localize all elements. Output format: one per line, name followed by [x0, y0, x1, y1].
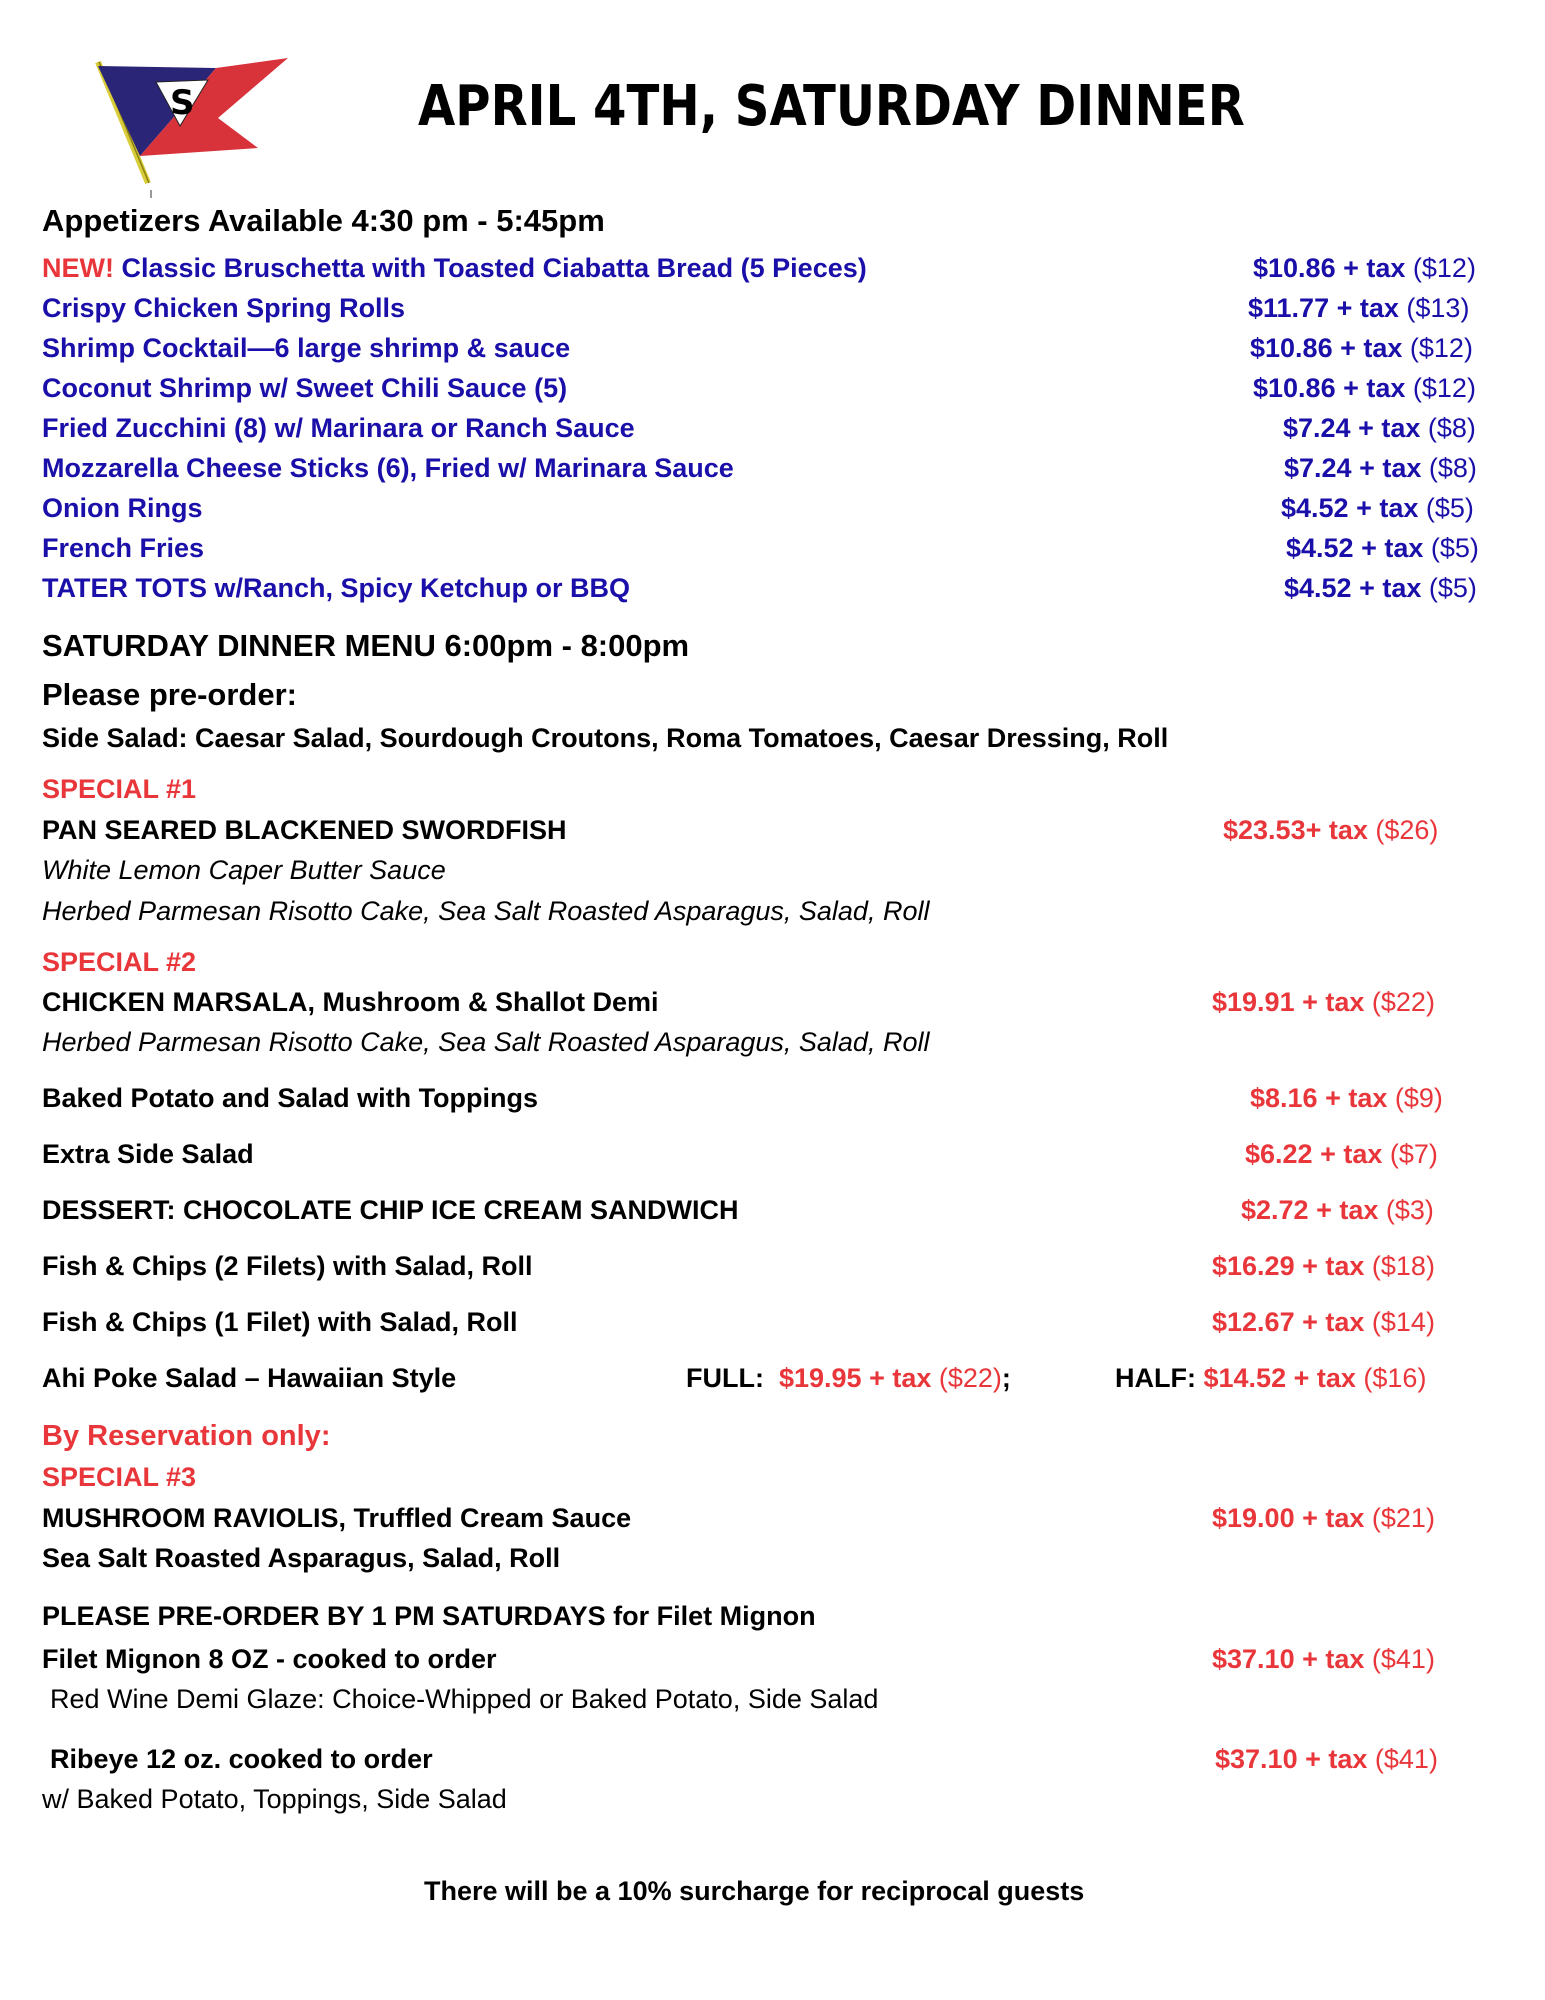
special-3-label: SPECIAL #3 [42, 1462, 197, 1492]
list-item: French Fries [42, 533, 205, 563]
poke-full-price: FULL: $19.95 + tax ($22); [686, 1363, 1011, 1393]
filet-preorder-note: PLEASE PRE-ORDER BY 1 PM SATURDAYS for Filet Mignon [42, 1601, 816, 1631]
special-1-name: PAN SEARED BLACKENED SWORDFISH [42, 815, 567, 845]
special-1-price: $23.53+ tax ($26) [1223, 815, 1439, 845]
special-3-name: MUSHROOM RAVIOLIS, Truffled Cream Sauce [42, 1503, 632, 1533]
item-price: $10.86 + tax ($12) [1253, 373, 1476, 403]
list-item: Mozzarella Cheese Sticks (6), Fried w/ Marinara Sauce [42, 453, 734, 483]
filet-price: $37.10 + tax ($41) [1212, 1644, 1435, 1674]
special-2-price: $19.91 + tax ($22) [1212, 987, 1435, 1017]
item-price: $7.24 + tax ($8) [1283, 413, 1476, 443]
item-price: $4.52 + tax ($5) [1281, 493, 1474, 523]
list-item: Fish & Chips (2 Filets) with Salad, Roll [42, 1251, 533, 1281]
ribeye-desc: w/ Baked Potato, Toppings, Side Salad [42, 1784, 507, 1814]
item-price: $4.52 + tax ($5) [1286, 533, 1479, 563]
item-price: $11.77 + tax ($13) [1248, 293, 1470, 323]
preorder-heading: Please pre-order: [42, 677, 297, 712]
footer-note: There will be a 10% surcharge for reciprocal guests [424, 1876, 1085, 1906]
list-item: Fish & Chips (1 Filet) with Salad, Roll [42, 1307, 518, 1337]
item-price: $10.86 + tax ($12) [1253, 253, 1476, 283]
item-price: $10.86 + tax ($12) [1250, 333, 1473, 363]
item-price: $12.67 + tax ($14) [1212, 1307, 1435, 1337]
list-item [42, 253, 867, 284]
appetizers-heading: Appetizers Available 4:30 pm - 5:45pm [42, 203, 605, 238]
list-item: DESSERT: CHOCOLATE CHIP ICE CREAM SANDWICH [42, 1195, 739, 1225]
special-1-label: SPECIAL #1 [42, 774, 197, 804]
page-title: APRIL 4TH, SATURDAY DINNER [418, 74, 1245, 139]
special-2-desc: Herbed Parmesan Risotto Cake, Sea Salt Roasted Asparagus, Salad, Roll [42, 1027, 930, 1057]
list-item: Shrimp Cocktail—6 large shrimp & sauce [42, 333, 571, 363]
item-price: $16.29 + tax ($18) [1212, 1251, 1435, 1281]
side-salad-note: Side Salad: Caesar Salad, Sourdough Croutons, Roma Tomatoes, Caesar Dressing, Roll [42, 723, 1169, 753]
dinner-heading: SATURDAY DINNER MENU 6:00pm - 8:00pm [42, 628, 690, 663]
list-item: TATER TOTS w/Ranch, Spicy Ketchup or BBQ [42, 573, 631, 603]
special-1-desc-2: Herbed Parmesan Risotto Cake, Sea Salt Roasted Asparagus, Salad, Roll [42, 896, 930, 926]
reservation-heading: By Reservation only: [42, 1420, 331, 1452]
list-item: Baked Potato and Salad with Toppings [42, 1083, 539, 1113]
ribeye-name: Ribeye 12 oz. cooked to order [50, 1744, 433, 1774]
list-item: Fried Zucchini (8) w/ Marinara or Ranch Sauce [42, 413, 635, 443]
ribeye-price: $37.10 + tax ($41) [1215, 1744, 1438, 1774]
item-price: $8.16 + tax ($9) [1250, 1083, 1443, 1113]
list-item: Coconut Shrimp w/ Sweet Chili Sauce (5) [42, 373, 568, 403]
special-3-price: $19.00 + tax ($21) [1212, 1503, 1435, 1533]
filet-desc: Red Wine Demi Glaze: Choice-Whipped or Baked Potato, Side Salad [50, 1684, 879, 1714]
poke-half-price: HALF: $14.52 + tax ($16) [1115, 1363, 1427, 1393]
club-flag-logo [68, 48, 308, 208]
filet-name: Filet Mignon 8 OZ - cooked to order [42, 1644, 497, 1674]
new-tag: NEW! [42, 253, 114, 283]
item-price: $6.22 + tax ($7) [1245, 1139, 1438, 1169]
special-3-desc: Sea Salt Roasted Asparagus, Salad, Roll [42, 1543, 561, 1573]
item-price: $7.24 + tax ($8) [1284, 453, 1477, 483]
item-price: $2.72 + tax ($3) [1241, 1195, 1434, 1225]
item-name: Classic Bruschetta with Toasted Ciabatta Bread (5 Pieces) [121, 253, 867, 283]
special-2-label: SPECIAL #2 [42, 947, 197, 977]
item-price: $4.52 + tax ($5) [1284, 573, 1477, 603]
list-item: Extra Side Salad [42, 1139, 254, 1169]
poke-salad-name: Ahi Poke Salad – Hawaiian Style [42, 1363, 457, 1393]
list-item: Onion Rings [42, 493, 203, 523]
special-2-name: CHICKEN MARSALA, Mushroom & Shallot Demi [42, 987, 659, 1017]
list-item: Crispy Chicken Spring Rolls [42, 293, 406, 323]
special-1-desc-1: White Lemon Caper Butter Sauce [42, 855, 446, 885]
flag-letter: S [170, 83, 195, 123]
